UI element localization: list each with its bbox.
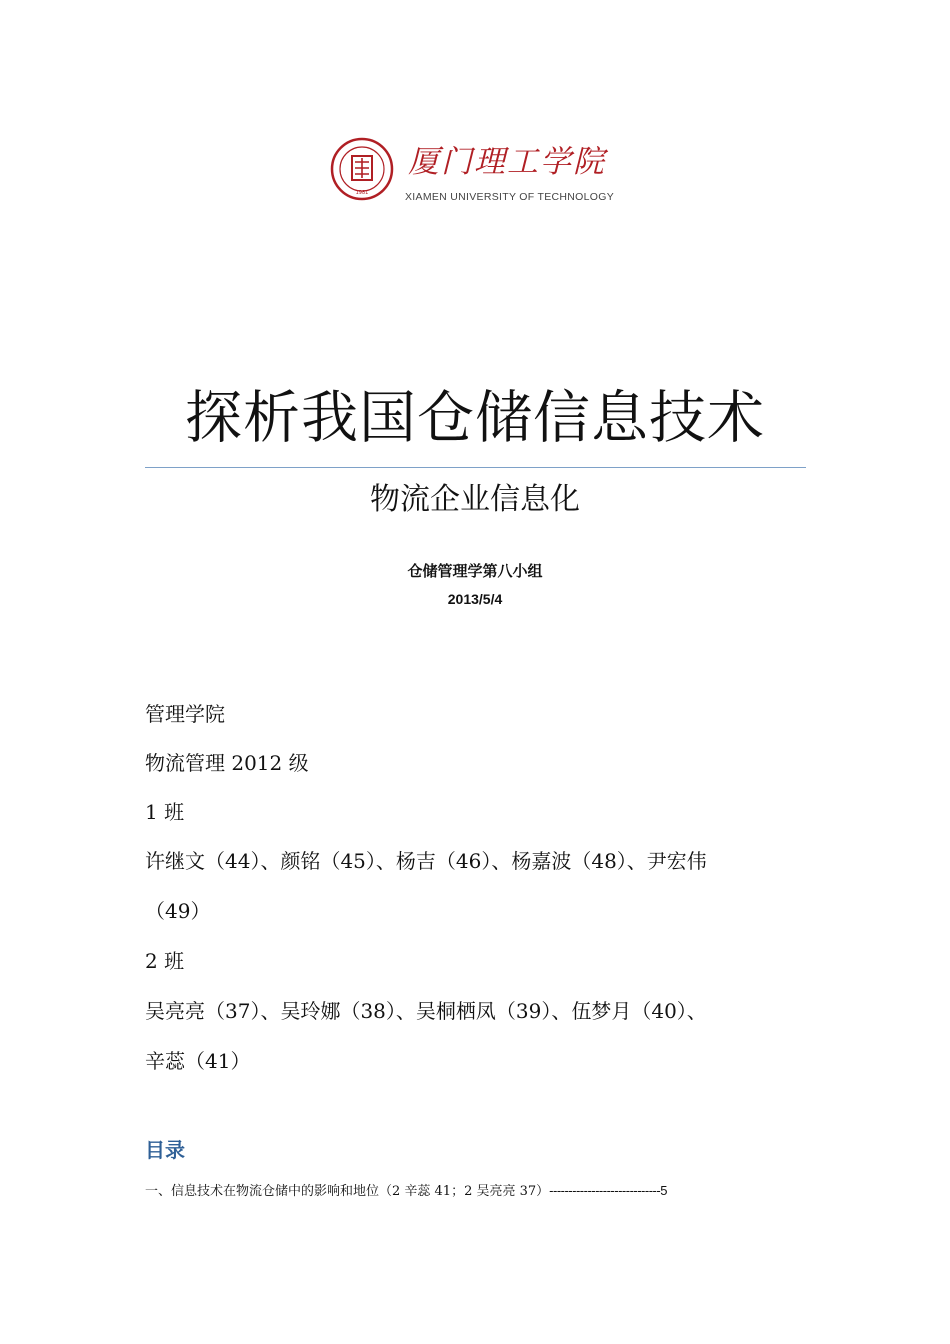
document-date: 2013/5/4 — [447, 591, 503, 607]
page-subtitle: 物流企业信息化 — [370, 482, 580, 517]
toc-entry-text: 一、信息技术在物流仓储中的影响和地位（2 辛蕊 41；2 吴亮亮 37） — [145, 1184, 550, 1199]
seal-year: 1981 — [355, 190, 369, 196]
university-logo — [330, 136, 630, 206]
group-name: 仓储管理学第八小组 — [407, 562, 543, 580]
class-2-members: 吴亮亮（37）、吴玲娜（38）、吴桐栖凤（39）、伍梦月（40）、 — [145, 999, 707, 1023]
major-name: 物流管理 2012 级 — [145, 751, 309, 775]
toc-entry-leader: ----------------------------- — [549, 1183, 661, 1198]
toc-entry-page: 5 — [660, 1183, 667, 1198]
class-2-label: 2 班 — [145, 949, 185, 973]
class-1-members: 许继文（44）、颜铭（45）、杨吉（46）、杨嘉波（48）、尹宏伟 — [145, 849, 707, 873]
school-name: 管理学院 — [145, 702, 225, 726]
university-name-cn: 厦门理工学院 — [408, 144, 606, 180]
class-2-members-continued: 辛蕊（41） — [145, 1049, 251, 1073]
class-1-label: 1 班 — [145, 800, 185, 824]
title-divider — [145, 467, 806, 468]
page-title: 探析我国仓储信息技术 — [185, 385, 765, 451]
class-1-members-continued: （49） — [145, 899, 211, 923]
university-seal-icon — [330, 136, 630, 206]
toc-entry[interactable] — [145, 1180, 825, 1203]
toc-heading: 目录 — [145, 1138, 185, 1162]
university-name-en: XIAMEN UNIVERSITY OF TECHNOLOGY — [405, 191, 615, 203]
